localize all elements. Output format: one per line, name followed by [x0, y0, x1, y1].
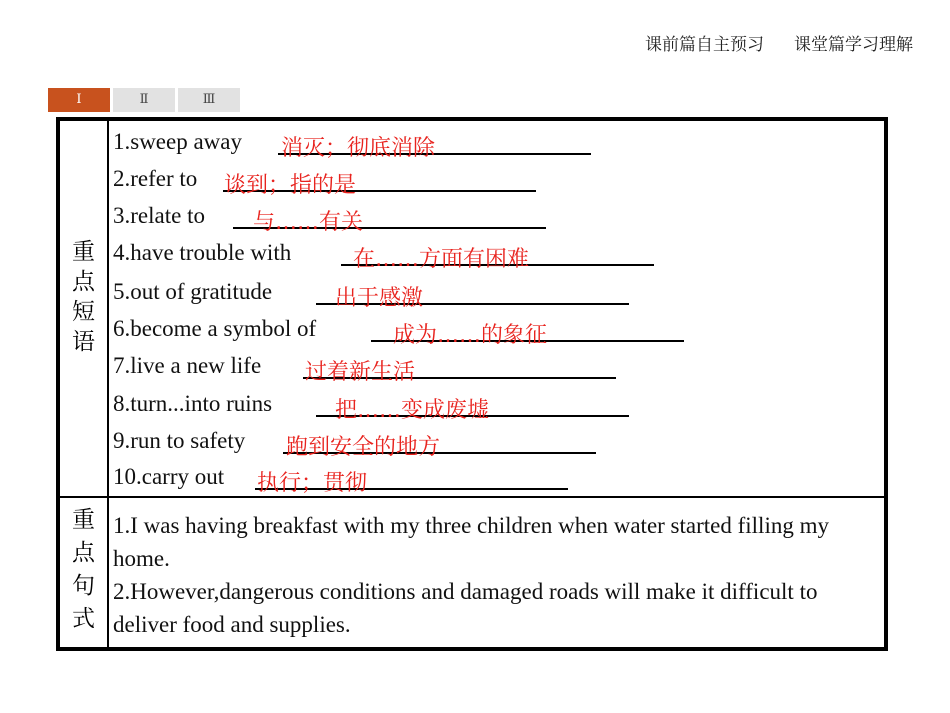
- phrase-label: 10.carry out: [113, 464, 225, 489]
- phrase-answer: 执行；贯彻: [257, 471, 368, 496]
- key-sentence: 1.I was having breakfast with my three children when water started filling my home.: [113, 513, 829, 571]
- phrase-answer: 与……有关: [253, 210, 364, 235]
- tab-3[interactable]: Ⅲ: [178, 88, 240, 112]
- phrase-answer: 成为……的象征: [393, 323, 548, 348]
- phrase-answer: 谈到；指的是: [224, 173, 357, 198]
- phrase-label: 8.turn...into ruins: [113, 391, 273, 416]
- nav-preview-link[interactable]: 课前篇自主预习: [645, 35, 764, 55]
- section-heading-phrases: 重 点 短 语: [72, 239, 95, 355]
- phrase-answer: 过着新生活: [305, 360, 416, 385]
- phrase-label: 5.out of gratitude: [113, 279, 273, 304]
- tab-2[interactable]: Ⅱ: [113, 88, 175, 112]
- section-heading-sentences: 重 点 句 式: [72, 507, 95, 632]
- phrase-label: 6.become a symbol of: [113, 316, 317, 341]
- phrase-answer: 把……变成废墟: [335, 398, 490, 423]
- column-divider: [107, 121, 109, 647]
- content-table: [56, 117, 888, 651]
- section-tabs: [48, 88, 240, 112]
- phrase-answer: 跑到安全的地方: [286, 435, 441, 460]
- phrase-label: 1.sweep away: [113, 129, 243, 154]
- phrase-label: 7.live a new life: [113, 353, 262, 378]
- phrase-answer: 在……方面有困难: [353, 247, 530, 272]
- row-divider: [60, 496, 884, 498]
- tab-1[interactable]: Ⅰ: [48, 88, 110, 112]
- phrase-answer: 出于感激: [335, 286, 424, 311]
- phrase-label: 4.have trouble with: [113, 240, 292, 265]
- key-sentence: 2.However,dangerous conditions and damaged roads will make it difficult to deliver food and supplies.: [113, 579, 818, 637]
- phrase-answer: 消灭；彻底消除: [281, 136, 436, 161]
- phrase-label: 9.run to safety: [113, 428, 246, 453]
- top-nav: [645, 30, 913, 55]
- phrase-label: 2.refer to: [113, 166, 198, 191]
- nav-classroom-link[interactable]: 课堂篇学习理解: [794, 35, 913, 55]
- phrase-label: 3.relate to: [113, 203, 205, 228]
